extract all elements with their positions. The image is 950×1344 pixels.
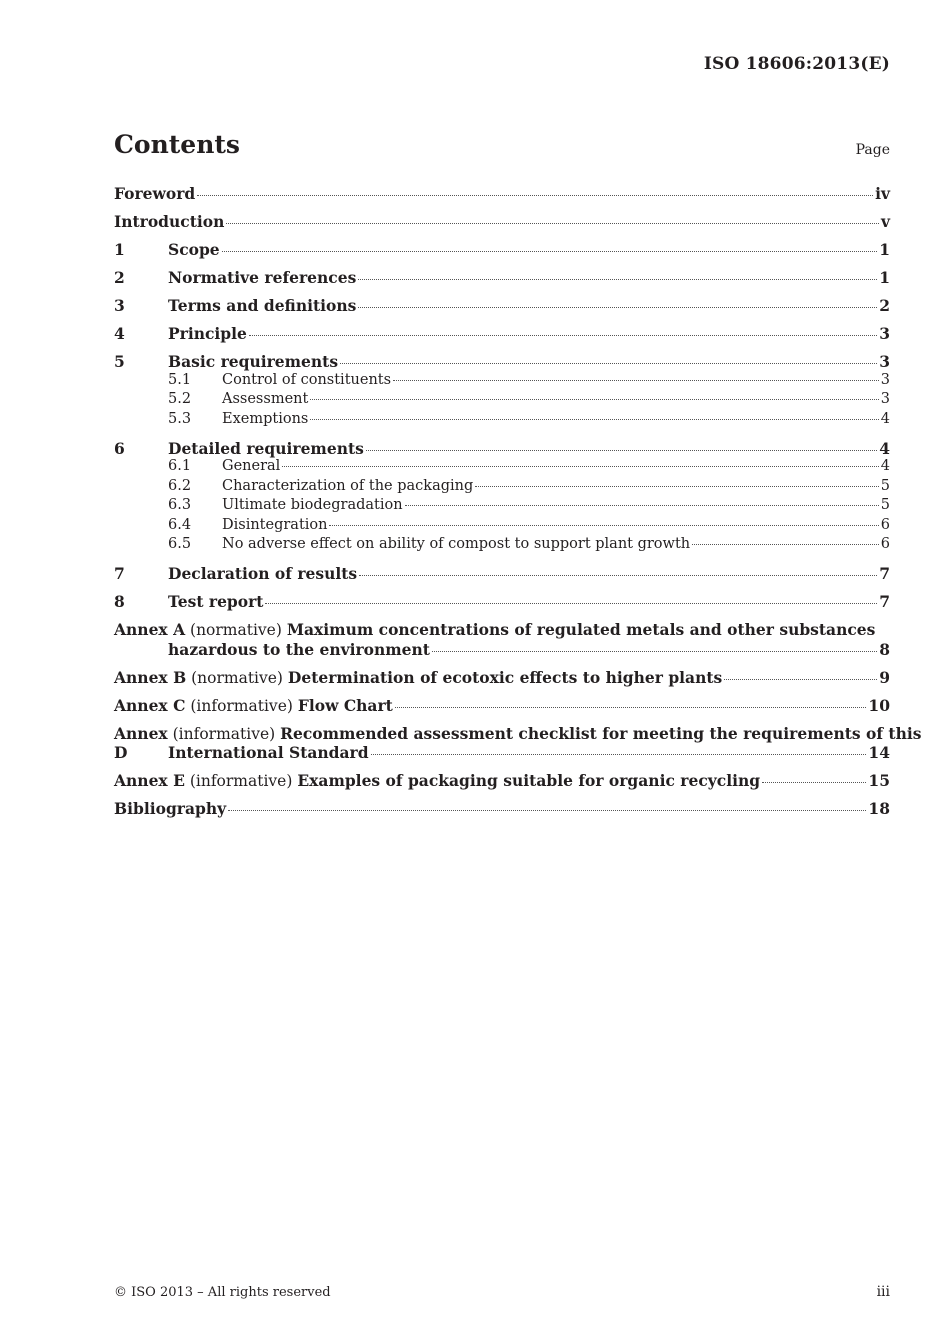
- toc-entry-annex-a[interactable]: [114, 620, 890, 659]
- toc-row: [114, 564, 890, 584]
- toc-entry-title: Declaration of results: [168, 564, 358, 583]
- dot-leader: [249, 335, 877, 336]
- subsection-number: 6.3: [168, 497, 192, 513]
- annex-line: [114, 640, 890, 660]
- annex-type: (informative): [190, 696, 293, 715]
- dot-leader: [475, 486, 879, 487]
- toc-entry-section-2[interactable]: [114, 268, 890, 288]
- toc-entry-introduction[interactable]: [114, 212, 890, 232]
- annex-label: Annex A: [114, 620, 186, 639]
- toc-entry-section-1[interactable]: [114, 240, 890, 260]
- annex-type: (normative): [191, 668, 283, 687]
- toc-entry-page: 15: [868, 771, 890, 790]
- toc-entry-title-continued: International Standard: [168, 743, 369, 762]
- toc-entry-subsection-5-1[interactable]: [114, 372, 890, 392]
- toc-entry-subsection-6-1[interactable]: [114, 458, 890, 478]
- annex-type: (normative): [190, 621, 282, 639]
- toc-row: [114, 296, 890, 316]
- toc-entry-title-continued: hazardous to the environment: [168, 639, 430, 659]
- toc-entry-annex-c[interactable]: [114, 696, 890, 716]
- toc-entry-page: 3: [879, 324, 890, 343]
- annex-type: (informative): [172, 724, 276, 743]
- dot-leader: [359, 575, 877, 576]
- dot-leader: [393, 380, 879, 381]
- toc-entry-title: Scope: [168, 240, 220, 259]
- toc-entry-title: Recommended assessment checklist for meeting the requirements of this: [280, 723, 922, 743]
- subsection-number: 6.4: [168, 516, 192, 533]
- dot-leader: [222, 251, 878, 252]
- document-id: ISO 18606:2013(E): [703, 54, 890, 74]
- toc-entry-page: 9: [879, 667, 890, 687]
- toc-entry-bibliography[interactable]: [114, 799, 890, 819]
- dot-leader: [371, 754, 867, 755]
- annex-line: [114, 771, 890, 791]
- toc-entry-page: 7: [879, 564, 890, 583]
- toc-entry-page: 4: [880, 458, 890, 474]
- toc-row: [114, 268, 890, 288]
- toc-entry-title: Basic requirements: [168, 352, 339, 371]
- dot-leader: [197, 195, 873, 196]
- dot-leader: [724, 679, 877, 680]
- section-number: 6: [114, 438, 125, 458]
- section-number: 5: [114, 352, 125, 371]
- toc-entry-subsection-5-2[interactable]: [114, 391, 890, 411]
- annex-line: [114, 696, 890, 716]
- dot-leader: [358, 307, 877, 308]
- toc-entry-title: Normative references: [168, 268, 357, 287]
- toc-row: [114, 324, 890, 344]
- dot-leader: [692, 544, 879, 545]
- subsection-number: 5.2: [168, 391, 192, 407]
- toc-entry-title: Ultimate biodegradation: [222, 497, 403, 513]
- toc-entry-title: Assessment: [222, 391, 309, 407]
- toc-entry-page: v: [880, 212, 890, 231]
- toc-entry-title: Control of constituents: [222, 371, 392, 388]
- dot-leader: [395, 707, 867, 708]
- dot-leader: [310, 399, 878, 400]
- section-number: 3: [114, 296, 125, 315]
- toc-row: [114, 352, 890, 372]
- annex-line: [114, 668, 890, 688]
- toc-entry-section-5[interactable]: [114, 352, 890, 430]
- toc-entry-page: 18: [868, 799, 890, 818]
- toc-entry-title: Flow Chart: [297, 695, 393, 715]
- annex-label: Annex B: [114, 667, 187, 687]
- dot-leader: [310, 419, 878, 420]
- section-number: 4: [114, 324, 125, 343]
- toc-entry-title: Introduction: [114, 212, 225, 231]
- toc-entry-page: 4: [879, 438, 890, 458]
- toc-sections: [114, 240, 890, 620]
- dot-leader: [282, 466, 878, 467]
- toc-row: [114, 240, 890, 260]
- toc-entry-page: 3: [880, 391, 890, 407]
- toc-entry-section-6[interactable]: [114, 439, 890, 556]
- subsection-number: 6.2: [168, 477, 192, 494]
- subsection-number: 5.1: [168, 371, 192, 388]
- toc-entry-title: Terms and definitions: [168, 296, 357, 315]
- toc-entry-section-3[interactable]: [114, 296, 890, 316]
- toc-entry-page: 6: [880, 516, 890, 533]
- toc-entry-title: Detailed requirements: [168, 438, 364, 458]
- toc-entry-page: 7: [879, 592, 890, 611]
- section-number: 2: [114, 268, 125, 287]
- toc-row: [114, 592, 890, 612]
- toc-entry-subsection-6-4[interactable]: [114, 517, 890, 537]
- toc-entry-subsection-6-3[interactable]: [114, 497, 890, 517]
- section-number: 1: [114, 240, 125, 259]
- annex-label: Annex D: [114, 723, 168, 762]
- toc-entry-title: Test report: [168, 592, 264, 611]
- toc-entry-subsection-6-2[interactable]: [114, 478, 890, 498]
- toc-entry-page: 5: [880, 477, 890, 494]
- dot-leader: [366, 450, 877, 451]
- page-column-label: Page: [855, 142, 890, 158]
- toc-entry-annex-d[interactable]: [114, 723, 922, 763]
- page-number: iii: [876, 1284, 890, 1300]
- copyright-notice: © ISO 2013 – All rights reserved: [114, 1285, 331, 1300]
- toc-entry-foreword[interactable]: [114, 184, 890, 204]
- toc-entry-subsection-6-5[interactable]: [114, 536, 890, 556]
- dot-leader: [762, 782, 866, 783]
- toc-entry-title: No adverse effect on ability of compost to support plant growth: [222, 536, 691, 552]
- dot-leader: [329, 525, 878, 526]
- toc-entry-page: 4: [880, 410, 890, 427]
- toc-entry-page: 6: [880, 536, 890, 552]
- dot-leader: [340, 363, 877, 364]
- toc-entry-subsection-5-3[interactable]: [114, 411, 890, 431]
- dot-leader: [265, 603, 877, 604]
- toc-entry-title: Bibliography: [114, 799, 227, 818]
- table-of-contents: [114, 184, 922, 819]
- dot-leader: [358, 279, 877, 280]
- toc-entry-page: 2: [879, 296, 890, 315]
- toc-entry-title: Disintegration: [222, 516, 328, 533]
- toc-entry-title: Determination of ecotoxic effects to higher plants: [287, 667, 723, 687]
- toc-entry-title: Exemptions: [222, 410, 309, 427]
- subsection-number: 5.3: [168, 410, 192, 427]
- dot-leader: [228, 810, 866, 811]
- toc-entry-title: Foreword: [114, 184, 196, 203]
- toc-entry-section-4[interactable]: [114, 324, 890, 344]
- annex-line: [114, 620, 890, 640]
- toc-entry-page: 3: [880, 371, 890, 388]
- toc-entry-title: General: [222, 458, 281, 474]
- toc-entry-page: 1: [879, 240, 890, 259]
- toc-entry-page: 5: [880, 497, 890, 513]
- toc-entry-page: 1: [879, 268, 890, 287]
- toc-entry-annex-e[interactable]: [114, 771, 890, 791]
- contents-title: Contents: [114, 130, 241, 159]
- toc-row: [114, 439, 890, 459]
- subsection-number: 6.1: [168, 458, 192, 474]
- toc-entry-title: Characterization of the packaging: [222, 477, 474, 494]
- annex-label: Annex C: [114, 695, 186, 715]
- toc-entry-title: Examples of packaging suitable for organic recycling: [297, 771, 761, 790]
- subsection-number: 6.5: [168, 536, 192, 552]
- dot-leader: [226, 223, 879, 224]
- dot-leader: [405, 505, 879, 506]
- toc-entry-page: 10: [868, 695, 890, 715]
- toc-entry-page: 8: [879, 639, 890, 659]
- toc-entry-page: iv: [875, 184, 890, 203]
- toc-entry-annex-b[interactable]: [114, 668, 890, 688]
- annex-type: (informative): [189, 772, 293, 790]
- dot-leader: [432, 651, 877, 652]
- toc-annexes: [114, 620, 922, 799]
- annex-label: Annex E: [114, 771, 185, 790]
- toc-entry-title: Principle: [168, 324, 247, 343]
- toc-entry-page: 3: [879, 352, 890, 371]
- section-number: 8: [114, 592, 125, 611]
- toc-entry-page: 14: [868, 743, 890, 762]
- annex-line: [114, 743, 890, 763]
- toc-entry-section-8[interactable]: [114, 592, 890, 612]
- section-number: 7: [114, 564, 125, 583]
- toc-entry-section-7[interactable]: [114, 564, 890, 584]
- toc-entry-title: Maximum concentrations of regulated metals and other substances: [286, 620, 876, 639]
